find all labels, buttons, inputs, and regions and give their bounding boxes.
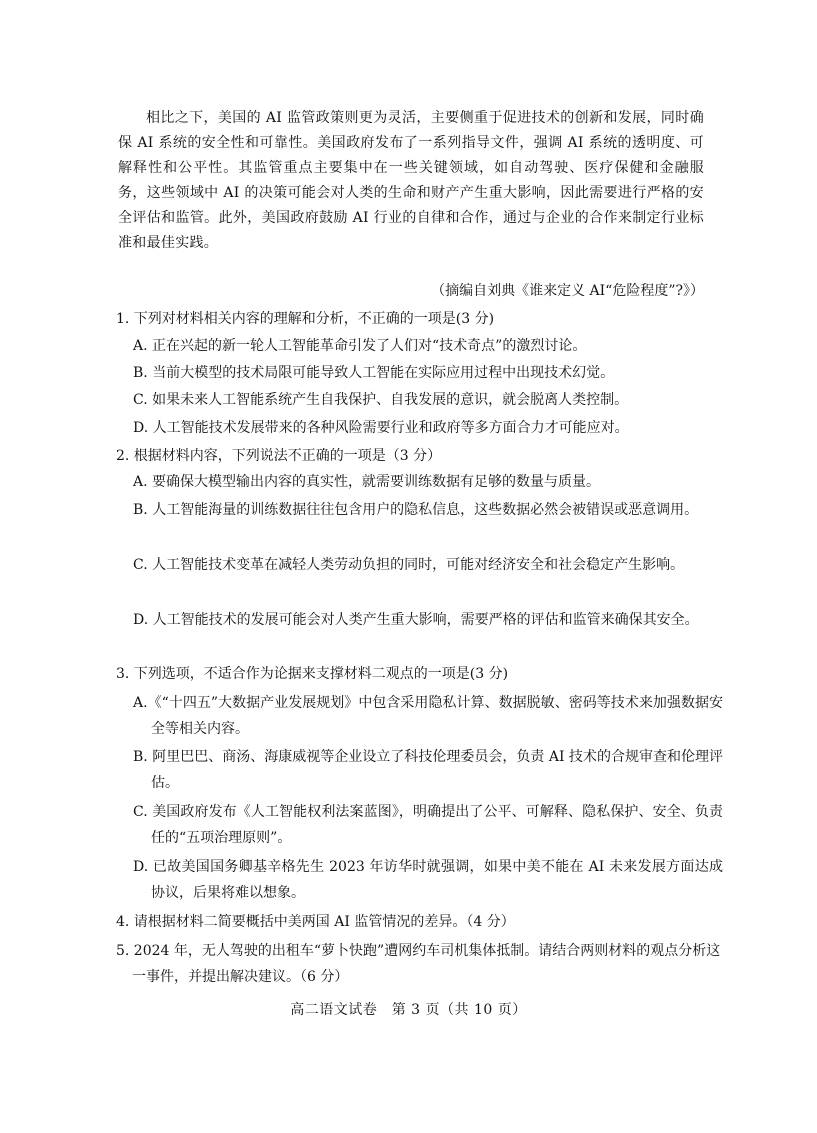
question-3-stem: 3. 下列选项，不适合作为论据来支撑材料二观点的一项是(3 分) — [116, 666, 509, 682]
question-2-option-a: A. 要确保大模型输出内容的真实性，就需要训练数据有足够的数量与质量。 — [133, 474, 601, 490]
question-4-stem: 4. 请根据材料二简要概括中美两国 AI 监管情况的差异。（4 分） — [116, 914, 515, 930]
question-5-stem: 5. 2024 年，无人驾驶的出租车“萝卜快跑”遭网约车司机集体抵制。请结合两则材料的观点分析这一事件，并提出解决建议。（6 分） — [116, 943, 721, 985]
question-3-option-d: D. 已故美国国务卿基辛格先生 2023 年访华时就强调，如果中美不能在 AI 未来发展方面达成协议，后果将难以想象。 — [133, 859, 723, 901]
question-1-stem: 1. 下列对材料相关内容的理解和分析，不正确的一项是(3 分) — [116, 311, 495, 327]
question-2-option-c: C. 人工智能技术变革在减轻人类劳动负担的同时，可能对经济安全和社会稳定产生影响。 — [133, 557, 685, 573]
passage-paragraph: 相比之下，美国的 AI 监管政策则更为灵活，主要侧重于促进技术的创新和发展，同时确保 AI 系统的安全性和可靠性。美国政府发布了一系列指导文件，强调 AI 系统的透明度、可解释性和公平性。其监管重点主要集中在一些关键领域，如自动驾驶、医疗保健和金融服务，这些领域中 AI 的决策可能会对人类的生命和财产产生重大影响，因此需要进行严格的安全评估和监管。此外，美国政府鼓励 AI 行业的自律和合作，通过与企业的合作来制定行业标准和最佳实践。 — [118, 110, 704, 251]
question-3-option-b: B. 阿里巴巴、商汤、海康威视等企业设立了科技伦理委员会，负责 AI 技术的合规审查和伦理评估。 — [133, 749, 723, 791]
question-1-option-c: C. 如果未来人工智能系统产生自我保护、自我发展的意识，就会脱离人类控制。 — [133, 392, 629, 408]
question-3-option-a: A.《“十四五”大数据产业发展规划》中包含采用隐私计算、数据脱敏、密码等技术来加强数据安全等相关内容。 — [133, 695, 723, 737]
question-1-option-a: A. 正在兴起的新一轮人工智能革命引发了人们对“技术奇点”的激烈讨论。 — [133, 338, 587, 354]
page-footer: 高二语文试卷 第 3 页（共 10 页） — [290, 1002, 527, 1018]
question-1-option-d: D. 人工智能技术发展带来的各种风险需要行业和政府等多方面合力才可能应对。 — [133, 420, 629, 436]
passage-source: （摘编自刘典《谁来定义 AI“危险程度”?》） — [431, 283, 704, 299]
question-1-option-b: B. 当前大模型的技术局限可能导致人工智能在实际应用过程中出现技术幻觉。 — [133, 365, 615, 381]
question-2-stem: 2. 根据材料内容，下列说法不正确的一项是（3 分） — [116, 448, 442, 464]
question-2-option-d: D. 人工智能技术的发展可能会对人类产生重大影响，需要严格的评估和监管来确保其安全。 — [133, 612, 699, 628]
question-3-option-c: C. 美国政府发布《人工智能权利法案蓝图》，明确提出了公平、可解释、隐私保护、安全、负责任的“五项治理原则”。 — [133, 804, 723, 846]
question-2-option-b: B. 人工智能海量的训练数据往往包含用户的隐私信息，这些数据必然会被错误或恶意调用。 — [133, 502, 699, 518]
